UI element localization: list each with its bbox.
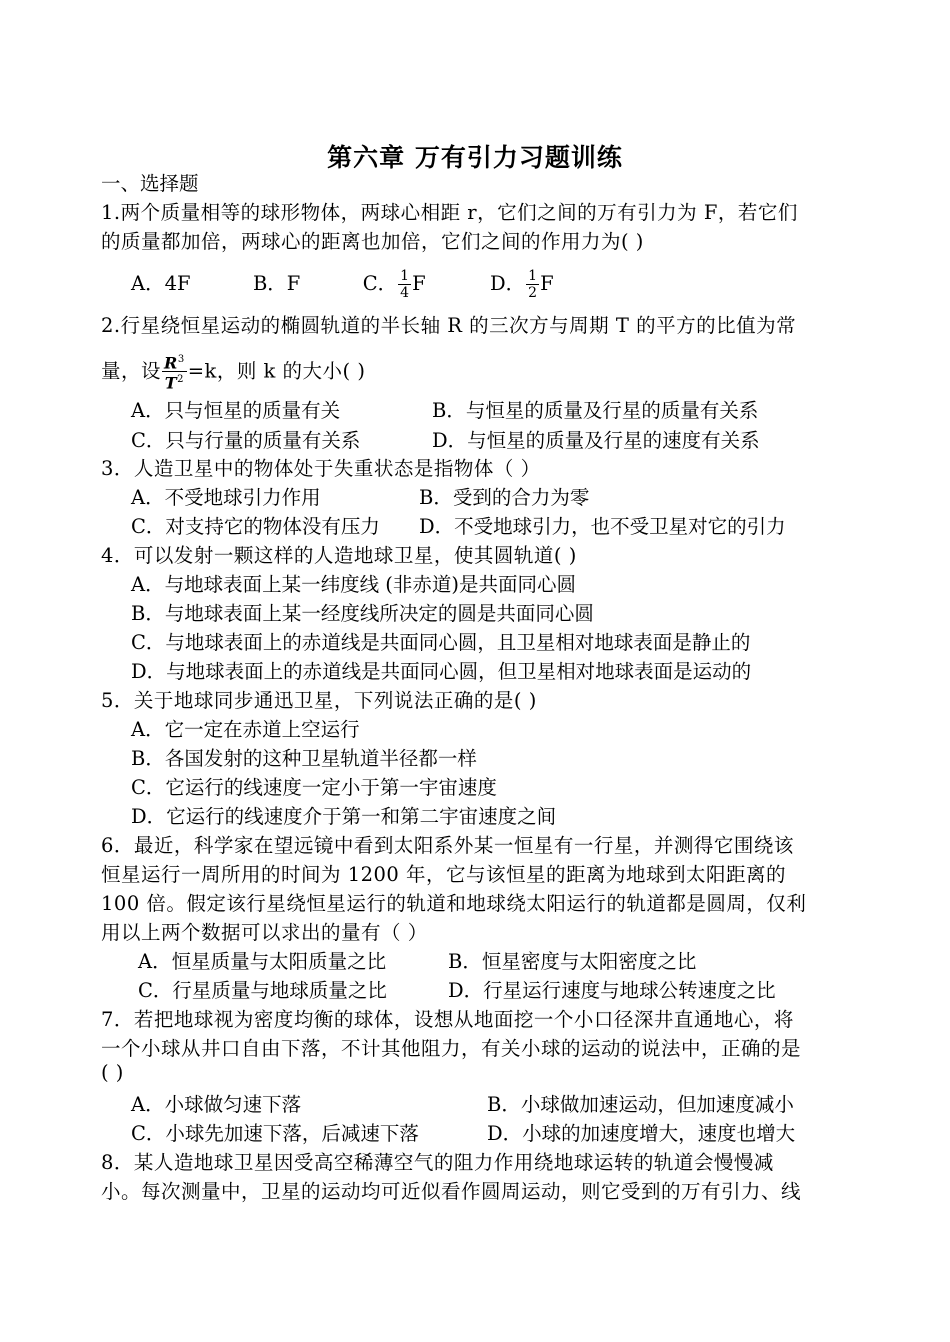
- question-1-line-1: 1.两个质量相等的球形物体，两球心相距 r，它们之间的万有引力为 F，若它们: [101, 201, 798, 224]
- option-d: D． $\frac{1}{2}$ F: [490, 268, 554, 301]
- question-6-option-c: C．行星质量与地球质量之比: [138, 979, 387, 1002]
- question-8-line-2: 小。每次测量中，卫星的运动均可近似看作圆周运动，则它受到的万有引力、线: [101, 1180, 802, 1203]
- question-5-option-d: D．它运行的线速度介于第一和第二宇宙速度之间: [131, 805, 557, 828]
- option-c: C． $\frac{1}{4}$ F: [362, 268, 426, 301]
- fraction-r3-over-t2: $\frac{R^3}{T^2}$: [164, 353, 185, 393]
- question-7-line-1: 7．若把地球视为密度均衡的球体，设想从地面挖一个小口径深井直通地心，将: [101, 1008, 794, 1031]
- question-6-line-3: 100 倍。假定该行星绕恒星运行的轨道和地球绕太阳运行的轨道都是圆周，仅利: [101, 892, 807, 915]
- question-2-line-2: 量，设 $\frac{R^3}{T^2}$ =k，则 k 的大小( ): [101, 353, 366, 393]
- question-2-option-b: B．与恒星的质量及行星的质量有关系: [432, 399, 759, 422]
- question-5-line-1: 5．关于地球同步通迅卫星，下列说法正确的是( ): [101, 689, 537, 712]
- question-7-option-d: D．小球的加速度增大，速度也增大: [487, 1122, 796, 1145]
- question-3-option-a: A．不受地球引力作用: [131, 486, 321, 509]
- question-3-option-d: D．不受地球引力，也不受卫星对它的引力: [419, 515, 786, 538]
- question-6-option-d: D．行星运行速度与地球公转速度之比: [448, 979, 776, 1002]
- option-a: A．4F: [131, 272, 191, 295]
- question-3-option-c: C．对支持它的物体没有压力: [131, 515, 380, 538]
- question-7-option-c: C．小球先加速下落，后减速下落: [131, 1122, 419, 1145]
- question-3-line-1: 3．人造卫星中的物体处于失重状态是指物体（ ）: [101, 457, 541, 480]
- section-heading: 一、选择题: [101, 172, 199, 195]
- question-2-option-c: C．只与行量的质量有关系: [131, 429, 361, 452]
- question-5-option-a: A．它一定在赤道上空运行: [131, 718, 360, 741]
- question-7-option-a: A．小球做匀速下落: [131, 1093, 302, 1116]
- question-7-line-3: ( ): [101, 1061, 124, 1084]
- question-7-line-2: 一个小球从井口自由下落，不计其他阻力，有关小球的运动的说法中，正确的是: [101, 1037, 802, 1060]
- question-3-option-b: B．受到的合力为零: [419, 486, 590, 509]
- question-6-option-a: A．恒星质量与太阳质量之比: [138, 950, 387, 973]
- fraction-one-half: $\frac{1}{2}$: [528, 268, 538, 301]
- question-1-line-2: 的质量都加倍，两球心的距离也加倍，它们之间的作用力为( ): [101, 230, 644, 253]
- question-7-option-b: B．小球做加速运动，但加速度减小: [487, 1093, 794, 1116]
- option-b: B．F: [252, 272, 301, 295]
- question-5-option-b: B．各国发射的这种卫星轨道半径都一样: [131, 747, 477, 770]
- question-6-line-1: 6．最近，科学家在望远镜中看到太阳系外某一恒星有一行星，并测得它围绕该: [101, 834, 794, 857]
- question-2-option-a: A．只与恒星的质量有关: [131, 399, 341, 422]
- question-4-option-c: C．与地球表面上的赤道线是共面同心圆，且卫星相对地球表面是静止的: [131, 631, 751, 654]
- question-4-option-d: D．与地球表面上的赤道线是共面同心圆，但卫星相对地球表面是运动的: [131, 660, 752, 683]
- question-2-option-d: D．与恒星的质量及行星的速度有关系: [432, 429, 760, 452]
- question-2-line-1: 2.行星绕恒星运动的椭圆轨道的半长轴 R 的三次方与周期 T 的平方的比值为常: [101, 314, 797, 337]
- question-4-line-1: 4．可以发射一颗这样的人造地球卫星，使其圆轨道( ): [101, 544, 577, 567]
- question-6-line-2: 恒星运行一周所用的时间为 1200 年，它与该恒星的距离为地球到太阳距离的: [101, 863, 787, 886]
- fraction-one-quarter: $\frac{1}{4}$: [400, 268, 410, 301]
- question-8-line-1: 8．某人造地球卫星因受高空稀薄空气的阻力作用绕地球运转的轨道会慢慢减: [101, 1151, 774, 1174]
- page-title: 第六章 万有引力习题训练: [327, 143, 623, 172]
- question-5-option-c: C．它运行的线速度一定小于第一宇宙速度: [131, 776, 497, 799]
- question-6-option-b: B．恒星密度与太阳密度之比: [448, 950, 697, 973]
- question-4-option-b: B．与地球表面上某一经度线所决定的圆是共面同心圆: [131, 602, 594, 625]
- question-4-option-a: A．与地球表面上某一纬度线 (非赤道)是共面同心圆: [131, 573, 576, 596]
- question-1-options: [131, 268, 554, 301]
- question-6-line-4: 用以上两个数据可以求出的量有（ ）: [101, 921, 428, 944]
